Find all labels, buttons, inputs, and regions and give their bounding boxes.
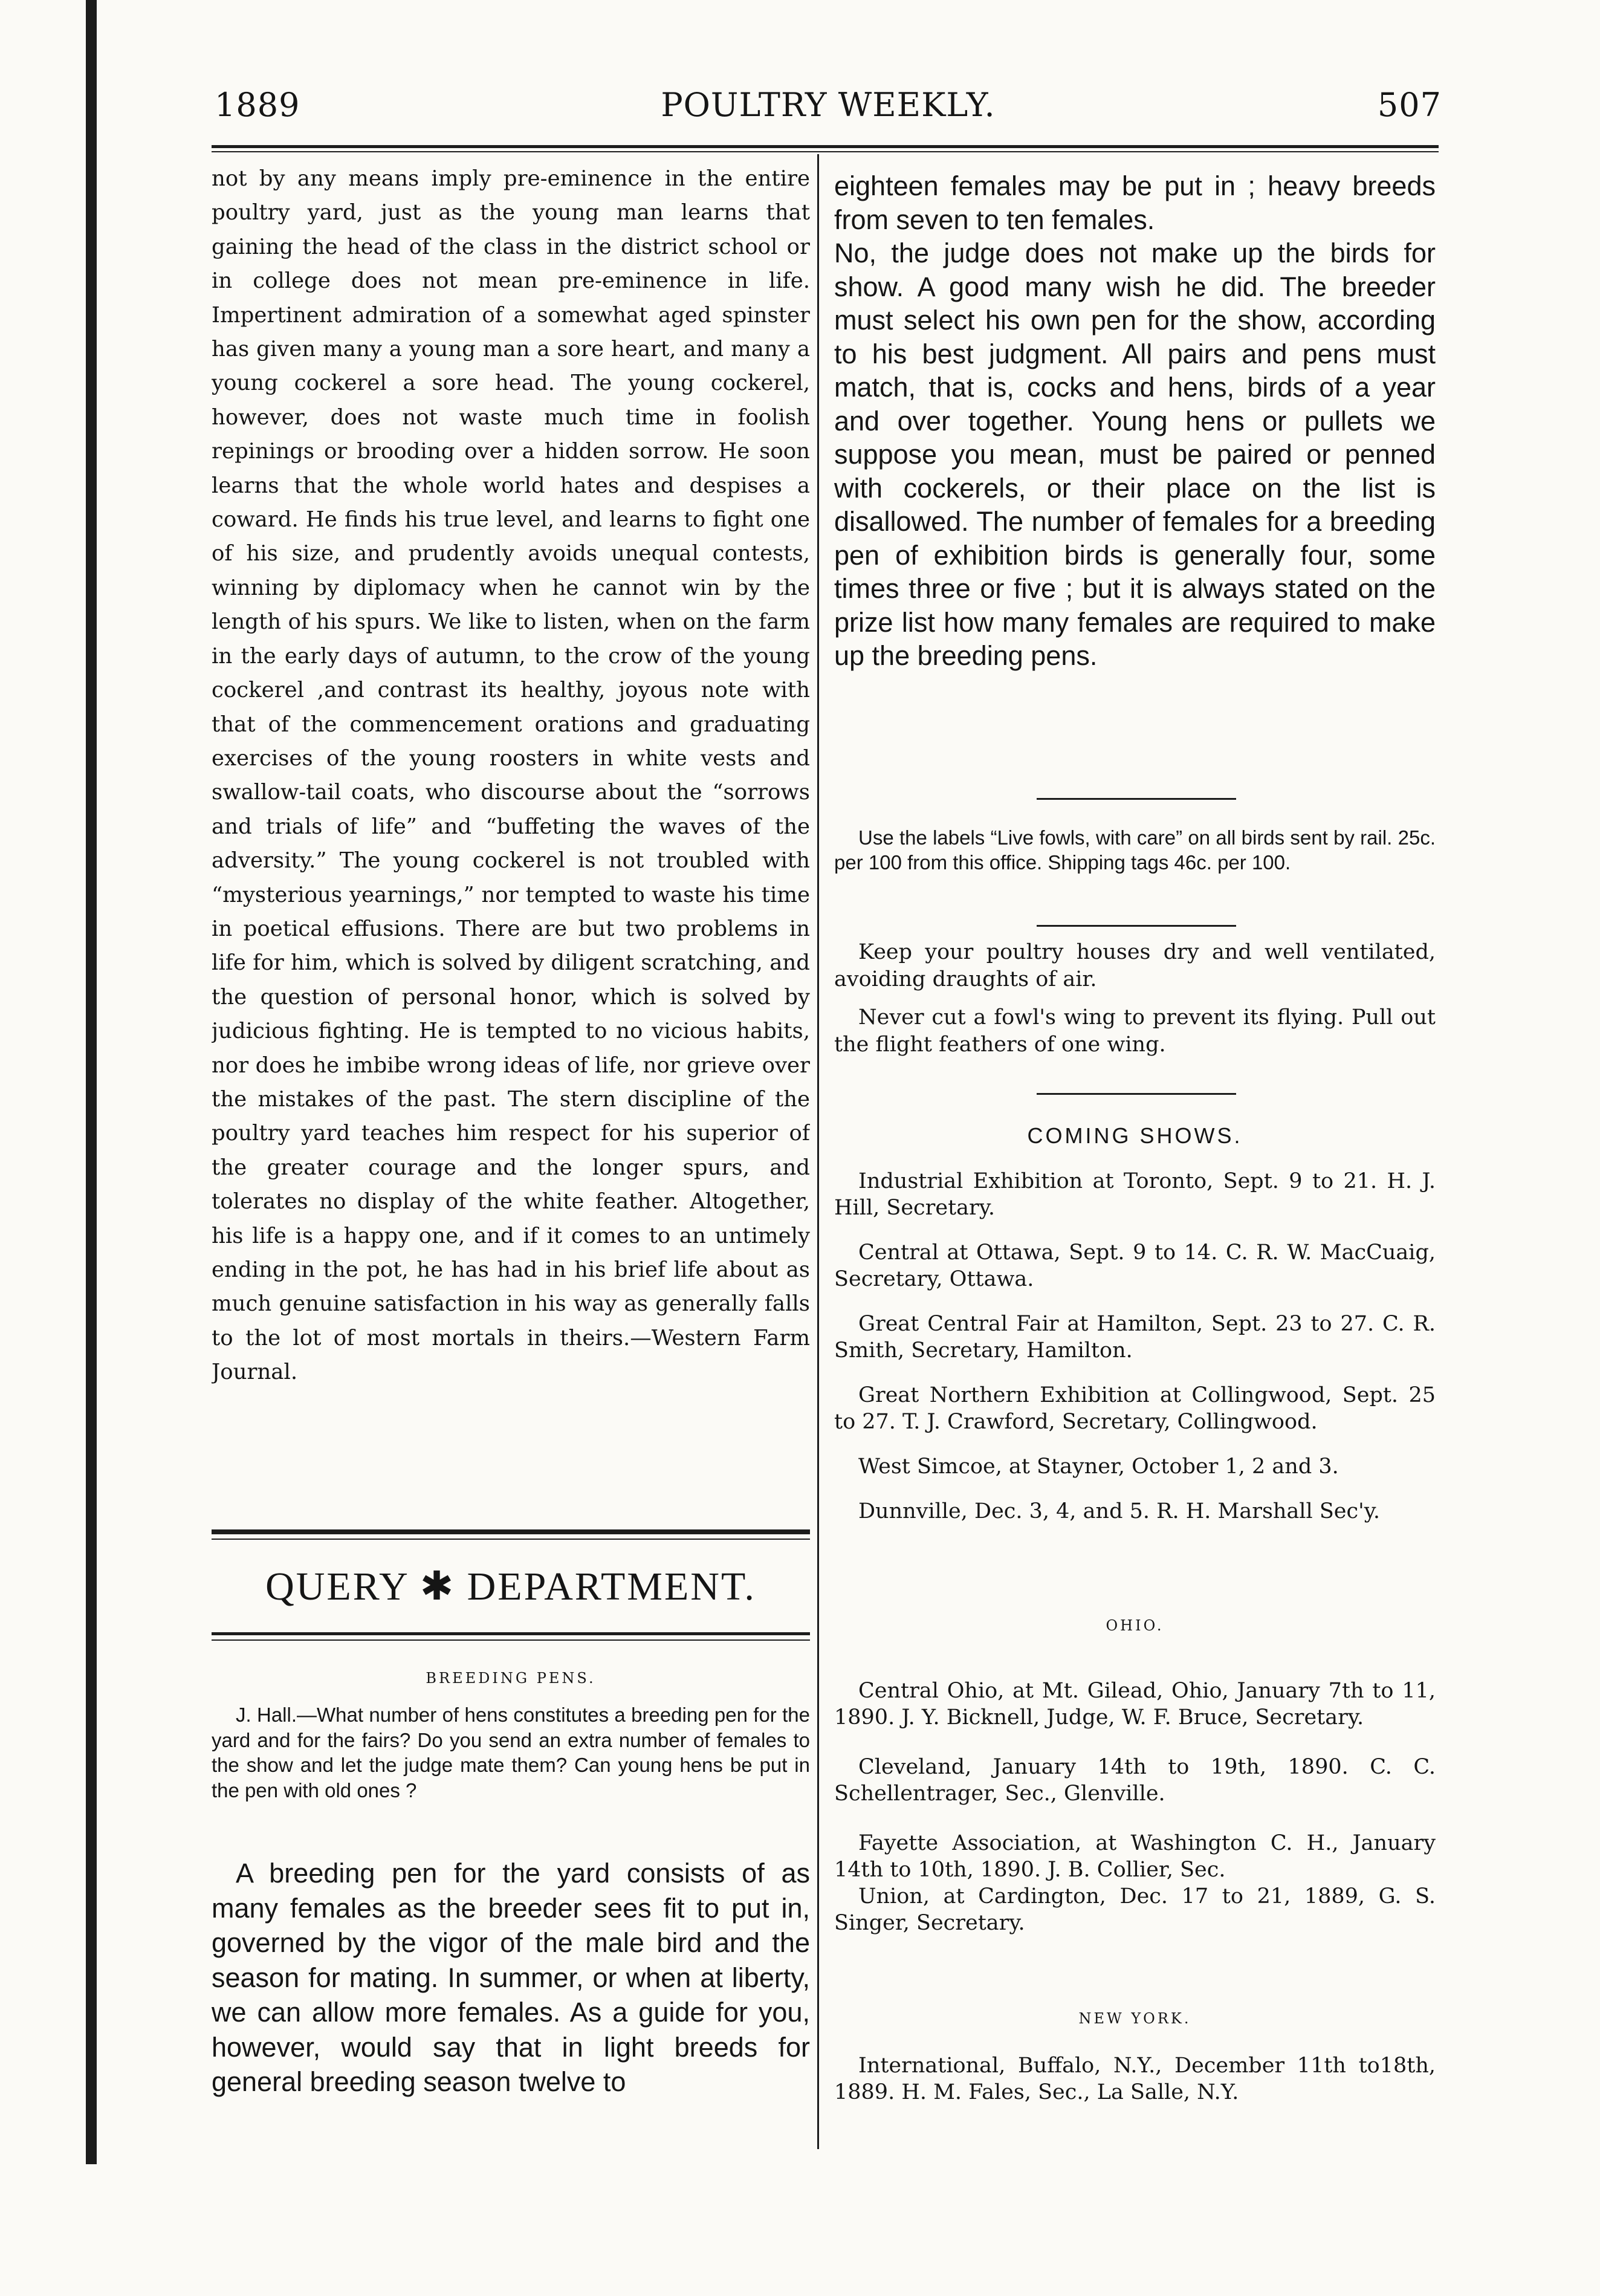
ohio-show-entry: Fayette Association, at Washington C. H., January 14th to 10th, 1890. J. B. Collier, Sec. (834, 1831, 1436, 1882)
query-department-heading: QUERY ✱ DEPARTMENT. (265, 1565, 756, 1609)
column-divider (817, 154, 819, 2149)
separator-rule (1037, 798, 1236, 800)
question-text: —What number of hens constitutes a breeding pen for the yard and for the fairs? Do you send an extra number of females to the show and let the judge mate them? Can young hens be put in the pen with old ones ? (212, 1704, 810, 1801)
separator-rule (1037, 925, 1236, 927)
ohio-heading: OHIO. (1106, 1617, 1164, 1634)
poultry-tips (834, 939, 1436, 1069)
query-rule-thin (212, 1639, 810, 1641)
show-entry: West Simcoe, at Stayner, October 1, 2 and 3. (858, 1454, 1339, 1479)
show-entry: Great Northern Exhibition at Collingwood, Sept. 25 to 27. T. J. Crawford, Secretary, Collingwood. (834, 1383, 1436, 1434)
ohio-show-entry: Central Ohio, at Mt. Gilead, Ohio, January 7th to 11, 1890. J. Y. Bicknell, Judge, W. F. Bruce, Secretary. (834, 1679, 1436, 1730)
answer-cont-2: No, the judge does not make up the birds for show. A good many wish he did. The breeder must select his own pen for the show, according to his best judgment. All pairs and pens must match, that is, cocks and hens, birds of a year and over together. Young hens or pullets we suppose you mean, must be paired or penned with cockerels, or their place on the list is disallowed. The number of females for a breeding pen of exhibition birds is generally four, some times three or five ; but it is always stated on the prize list how many females are required to make up the breeding pens. (834, 238, 1436, 671)
query-question (212, 1702, 810, 1841)
section-rule-thin (212, 1539, 810, 1540)
separator-rule (1037, 1093, 1236, 1095)
coming-shows-heading: COMING SHOWS. (1027, 1123, 1243, 1148)
header-rule-thin (212, 151, 1439, 152)
show-entry: Dunnville, Dec. 3, 4, and 5. R. H. Marshall Sec'y. (858, 1499, 1380, 1523)
query-rule-thick (212, 1632, 810, 1635)
labels-notice-text: Use the labels “Live fowls, with care” on all birds sent by rail. 25c. per 100 from this office. Shipping tags 46c. per 100. (834, 826, 1436, 874)
ohio-show-entry: Cleveland, January 14th to 19th, 1890. C. C. Schellentrager, Sec., Glenville. (834, 1755, 1436, 1806)
section-rule-thick (212, 1529, 810, 1534)
show-entry: Industrial Exhibition at Toronto, Sept. 9 to 21. H. J. Hill, Secretary. (834, 1169, 1436, 1220)
header-year: 1889 (215, 86, 300, 124)
header-rule (212, 145, 1439, 148)
article-continuation (212, 162, 810, 1522)
show-entry: Central at Ottawa, Sept. 9 to 14. C. R. W. MacCuaig, Secretary, Ottawa. (834, 1240, 1436, 1291)
shows-list (834, 1168, 1436, 1525)
new-york-show-entry: International, Buffalo, N.Y., December 11th to18th, 1889. H. M. Fales, Sec., La Salle, N.Y. (834, 2054, 1436, 2104)
labels-notice (834, 825, 1436, 875)
tip-wing: Never cut a fowl's wing to prevent its flying. Pull out the flight feathers of one wing. (834, 1005, 1436, 1057)
article-text: not by any means imply pre-eminence in the entire poultry yard, just as the young man learns that gaining the head of the class in the district school or in college does not mean pre-eminence in life. Impertinent admiration of a somewhat aged spinster has given many a young man a sore heart, and many a young cockerel a sore head. The young cockerel, however, does not waste much time in foolish repinings or brooding over a hidden sorrow. He soon learns that the whole world hates and despises a coward. He finds his true level, and learns to fight one of his size, and prudently avoids unequal contests, winning by diplomacy when he cannot win by the length of his spurs. We like to listen, when on the farm in the early days of autumn, to the crow of the young cockerel ,and contrast its healthy, joyous note with that of the commencement orations and graduating exercises of the young roosters in white vests and swallow-tail coats, who discourse about the “sorrows and trials of life” and “buffeting the waves of the adversity.” The young cockerel is not troubled with “mysterious yearnings,” nor tempted to waste his time in poetical effusions. There are but two problems in life for him, which is solved by diligent scratching, and the question of personal honor, which is solved by judicious fighting. He is tempted to no vicious habits, nor does he imbibe wrong ideas of life, nor grieve over the mistakes of the past. The stern discipline of the poultry yard teaches him respect for his superior of the greater courage and the longer spurs, and tolerates no display of the white feather. Altogether, his life is a happy one, and if it comes to an untimely ending in the pot, he has had in his brief life about as much genuine satisfaction in his way as generally falls to the lot of most mortals in theirs.—Western Farm Journal. (212, 166, 810, 1385)
question-author: J. Hall. (236, 1704, 297, 1726)
show-entry: Great Central Fair at Hamilton, Sept. 23 to 27. C. R. Smith, Secretary, Hamilton. (834, 1312, 1436, 1363)
ohio-shows-list (834, 1678, 1436, 1936)
running-header (215, 86, 1442, 146)
query-answer (212, 1856, 810, 2140)
answer-cont-1: eighteen females may be put in ; heavy breeds from seven to ten females. (834, 170, 1436, 235)
header-title: POULTRY WEEKLY. (661, 86, 996, 124)
new-york-shows-list (834, 2052, 1436, 2106)
header-page-number: 507 (1377, 86, 1442, 124)
page-binding-edge (86, 0, 97, 2164)
new-york-heading: NEW YORK. (1078, 2010, 1191, 2027)
tip-dry-houses: Keep your poultry houses dry and well ventilated, avoiding draughts of air. (834, 940, 1436, 991)
breeding-pens-heading: BREEDING PENS. (426, 1670, 596, 1687)
ohio-show-entry: Union, at Cardington, Dec. 17 to 21, 1889, G. S. Singer, Secretary. (834, 1884, 1436, 1935)
answer-continuation (834, 169, 1436, 774)
answer-text: A breeding pen for the yard consists of as many females as the breeder sees fit to put in, governed by the vigor of the male bird and the season for mating. In summer, or when at liberty, we can allow more females. As a guide for you, however, would say that in light breeds for general breeding season twelve to (212, 1858, 810, 2097)
